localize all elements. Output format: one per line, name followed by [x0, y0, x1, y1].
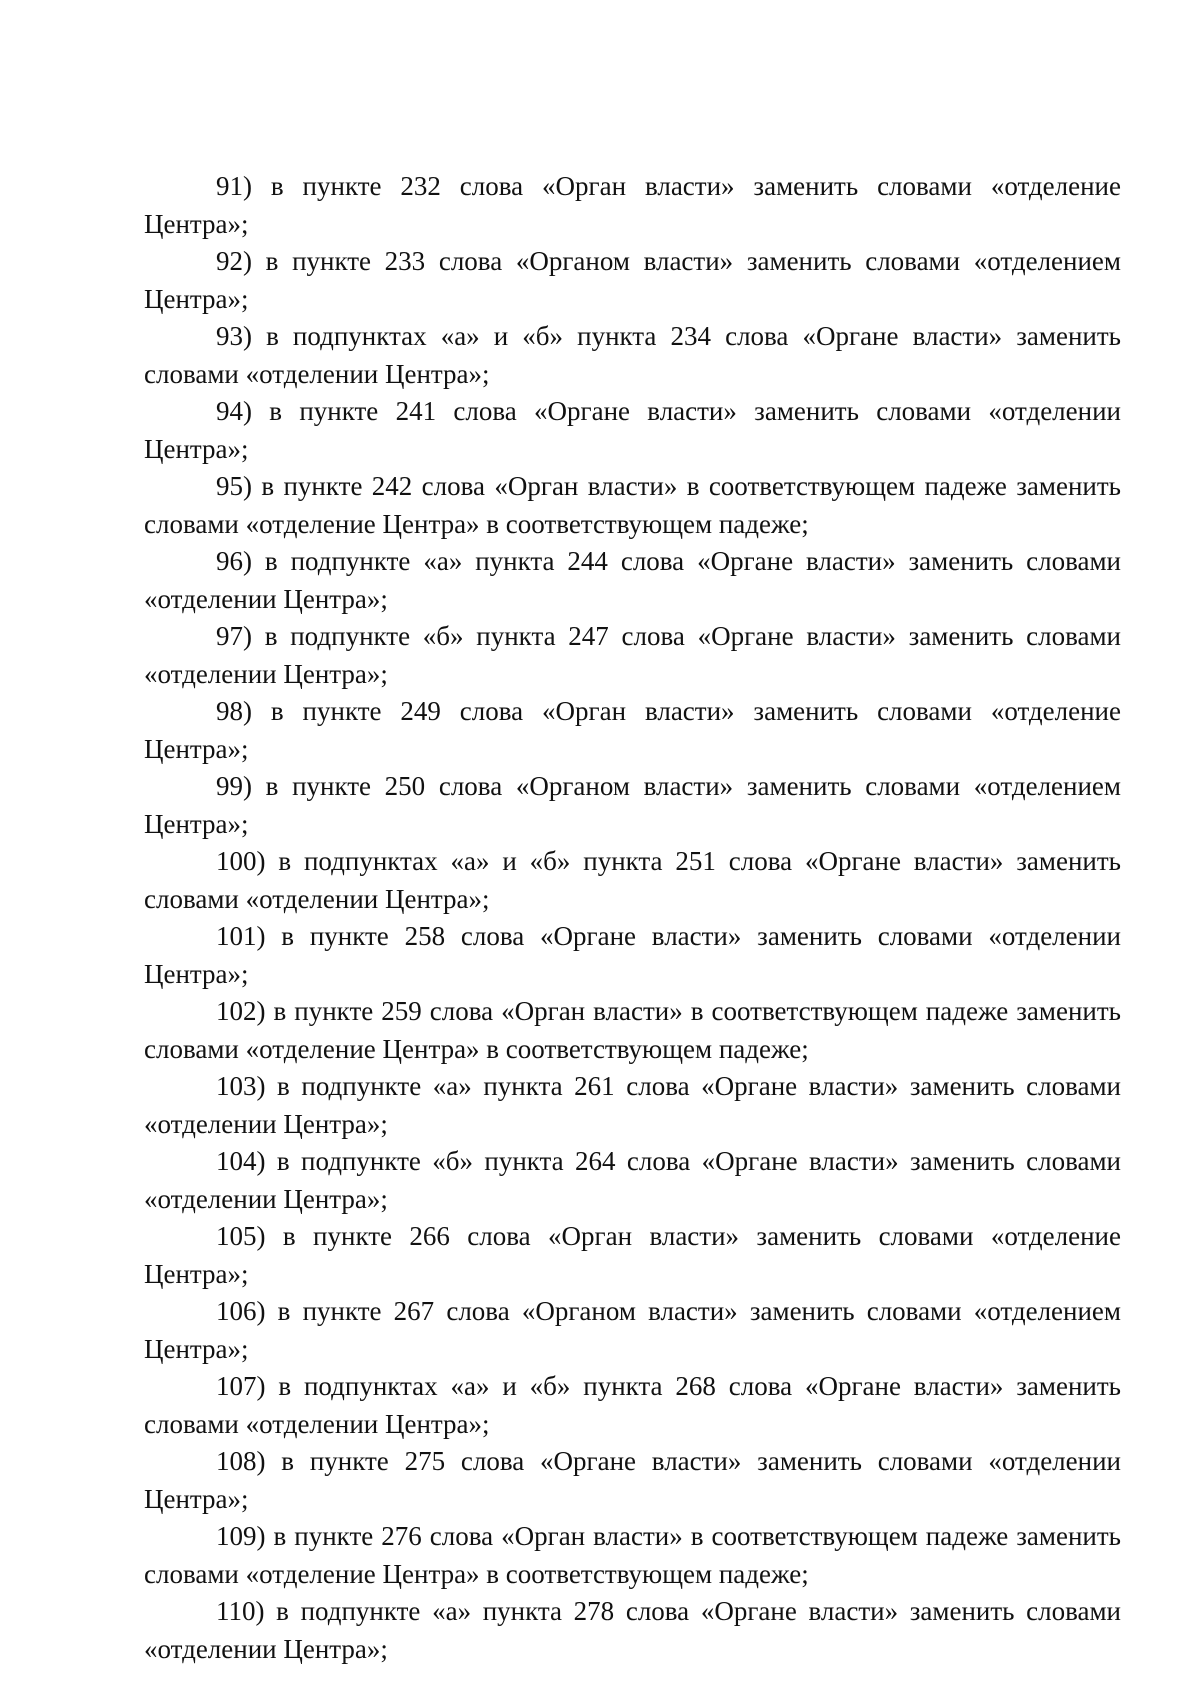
amendment-item-94: 94) в пункте 241 слова «Органе власти» заменить словами «отделении Центра»; — [144, 396, 1121, 464]
amendment-item-91: 91) в пункте 232 слова «Орган власти» заменить словами «отделение Центра»; — [144, 171, 1121, 239]
amendment-item-107: 107) в подпунктах «а» и «б» пункта 268 слова «Органе власти» заменить словами «отделении Центра»; — [144, 1371, 1121, 1439]
amendment-item-98: 98) в пункте 249 слова «Орган власти» заменить словами «отделение Центра»; — [144, 696, 1121, 764]
amendment-item-106: 106) в пункте 267 слова «Органом власти» заменить словами «отделением Центра»; — [144, 1296, 1121, 1364]
amendment-item-105: 105) в пункте 266 слова «Орган власти» заменить словами «отделение Центра»; — [144, 1221, 1121, 1289]
amendment-item-97: 97) в подпункте «б» пункта 247 слова «Органе власти» заменить словами «отделении Центра»; — [144, 621, 1121, 689]
amendment-item-95: 95) в пункте 242 слова «Орган власти» в соответствующем падеже заменить словами «отделение Центра» в соответствующем падеже; — [144, 471, 1121, 539]
amendment-item-104: 104) в подпункте «б» пункта 264 слова «Органе власти» заменить словами «отделении Центра»; — [144, 1146, 1121, 1214]
amendment-item-103: 103) в подпункте «а» пункта 261 слова «Органе власти» заменить словами «отделении Центра»; — [144, 1071, 1121, 1139]
amendment-item-93: 93) в подпунктах «а» и «б» пункта 234 слова «Органе власти» заменить словами «отделении Центра»; — [144, 321, 1121, 389]
amendment-item-102: 102) в пункте 259 слова «Орган власти» в соответствующем падеже заменить словами «отделение Центра» в соответствующем падеже; — [144, 996, 1121, 1064]
amendment-item-101: 101) в пункте 258 слова «Органе власти» заменить словами «отделении Центра»; — [144, 921, 1121, 989]
amendment-item-110: 110) в подпункте «а» пункта 278 слова «Органе власти» заменить словами «отделении Центра»; — [144, 1596, 1121, 1664]
document-body — [144, 168, 1121, 1668]
amendment-item-99: 99) в пункте 250 слова «Органом власти» заменить словами «отделением Центра»; — [144, 771, 1121, 839]
amendment-item-109: 109) в пункте 276 слова «Орган власти» в соответствующем падеже заменить словами «отделение Центра» в соответствующем падеже; — [144, 1521, 1121, 1589]
amendment-item-92: 92) в пункте 233 слова «Органом власти» заменить словами «отделением Центра»; — [144, 246, 1121, 314]
amendment-item-96: 96) в подпункте «а» пункта 244 слова «Органе власти» заменить словами «отделении Центра»; — [144, 546, 1121, 614]
amendment-item-108: 108) в пункте 275 слова «Органе власти» заменить словами «отделении Центра»; — [144, 1446, 1121, 1514]
amendment-item-100: 100) в подпунктах «а» и «б» пункта 251 слова «Органе власти» заменить словами «отделении Центра»; — [144, 846, 1121, 914]
